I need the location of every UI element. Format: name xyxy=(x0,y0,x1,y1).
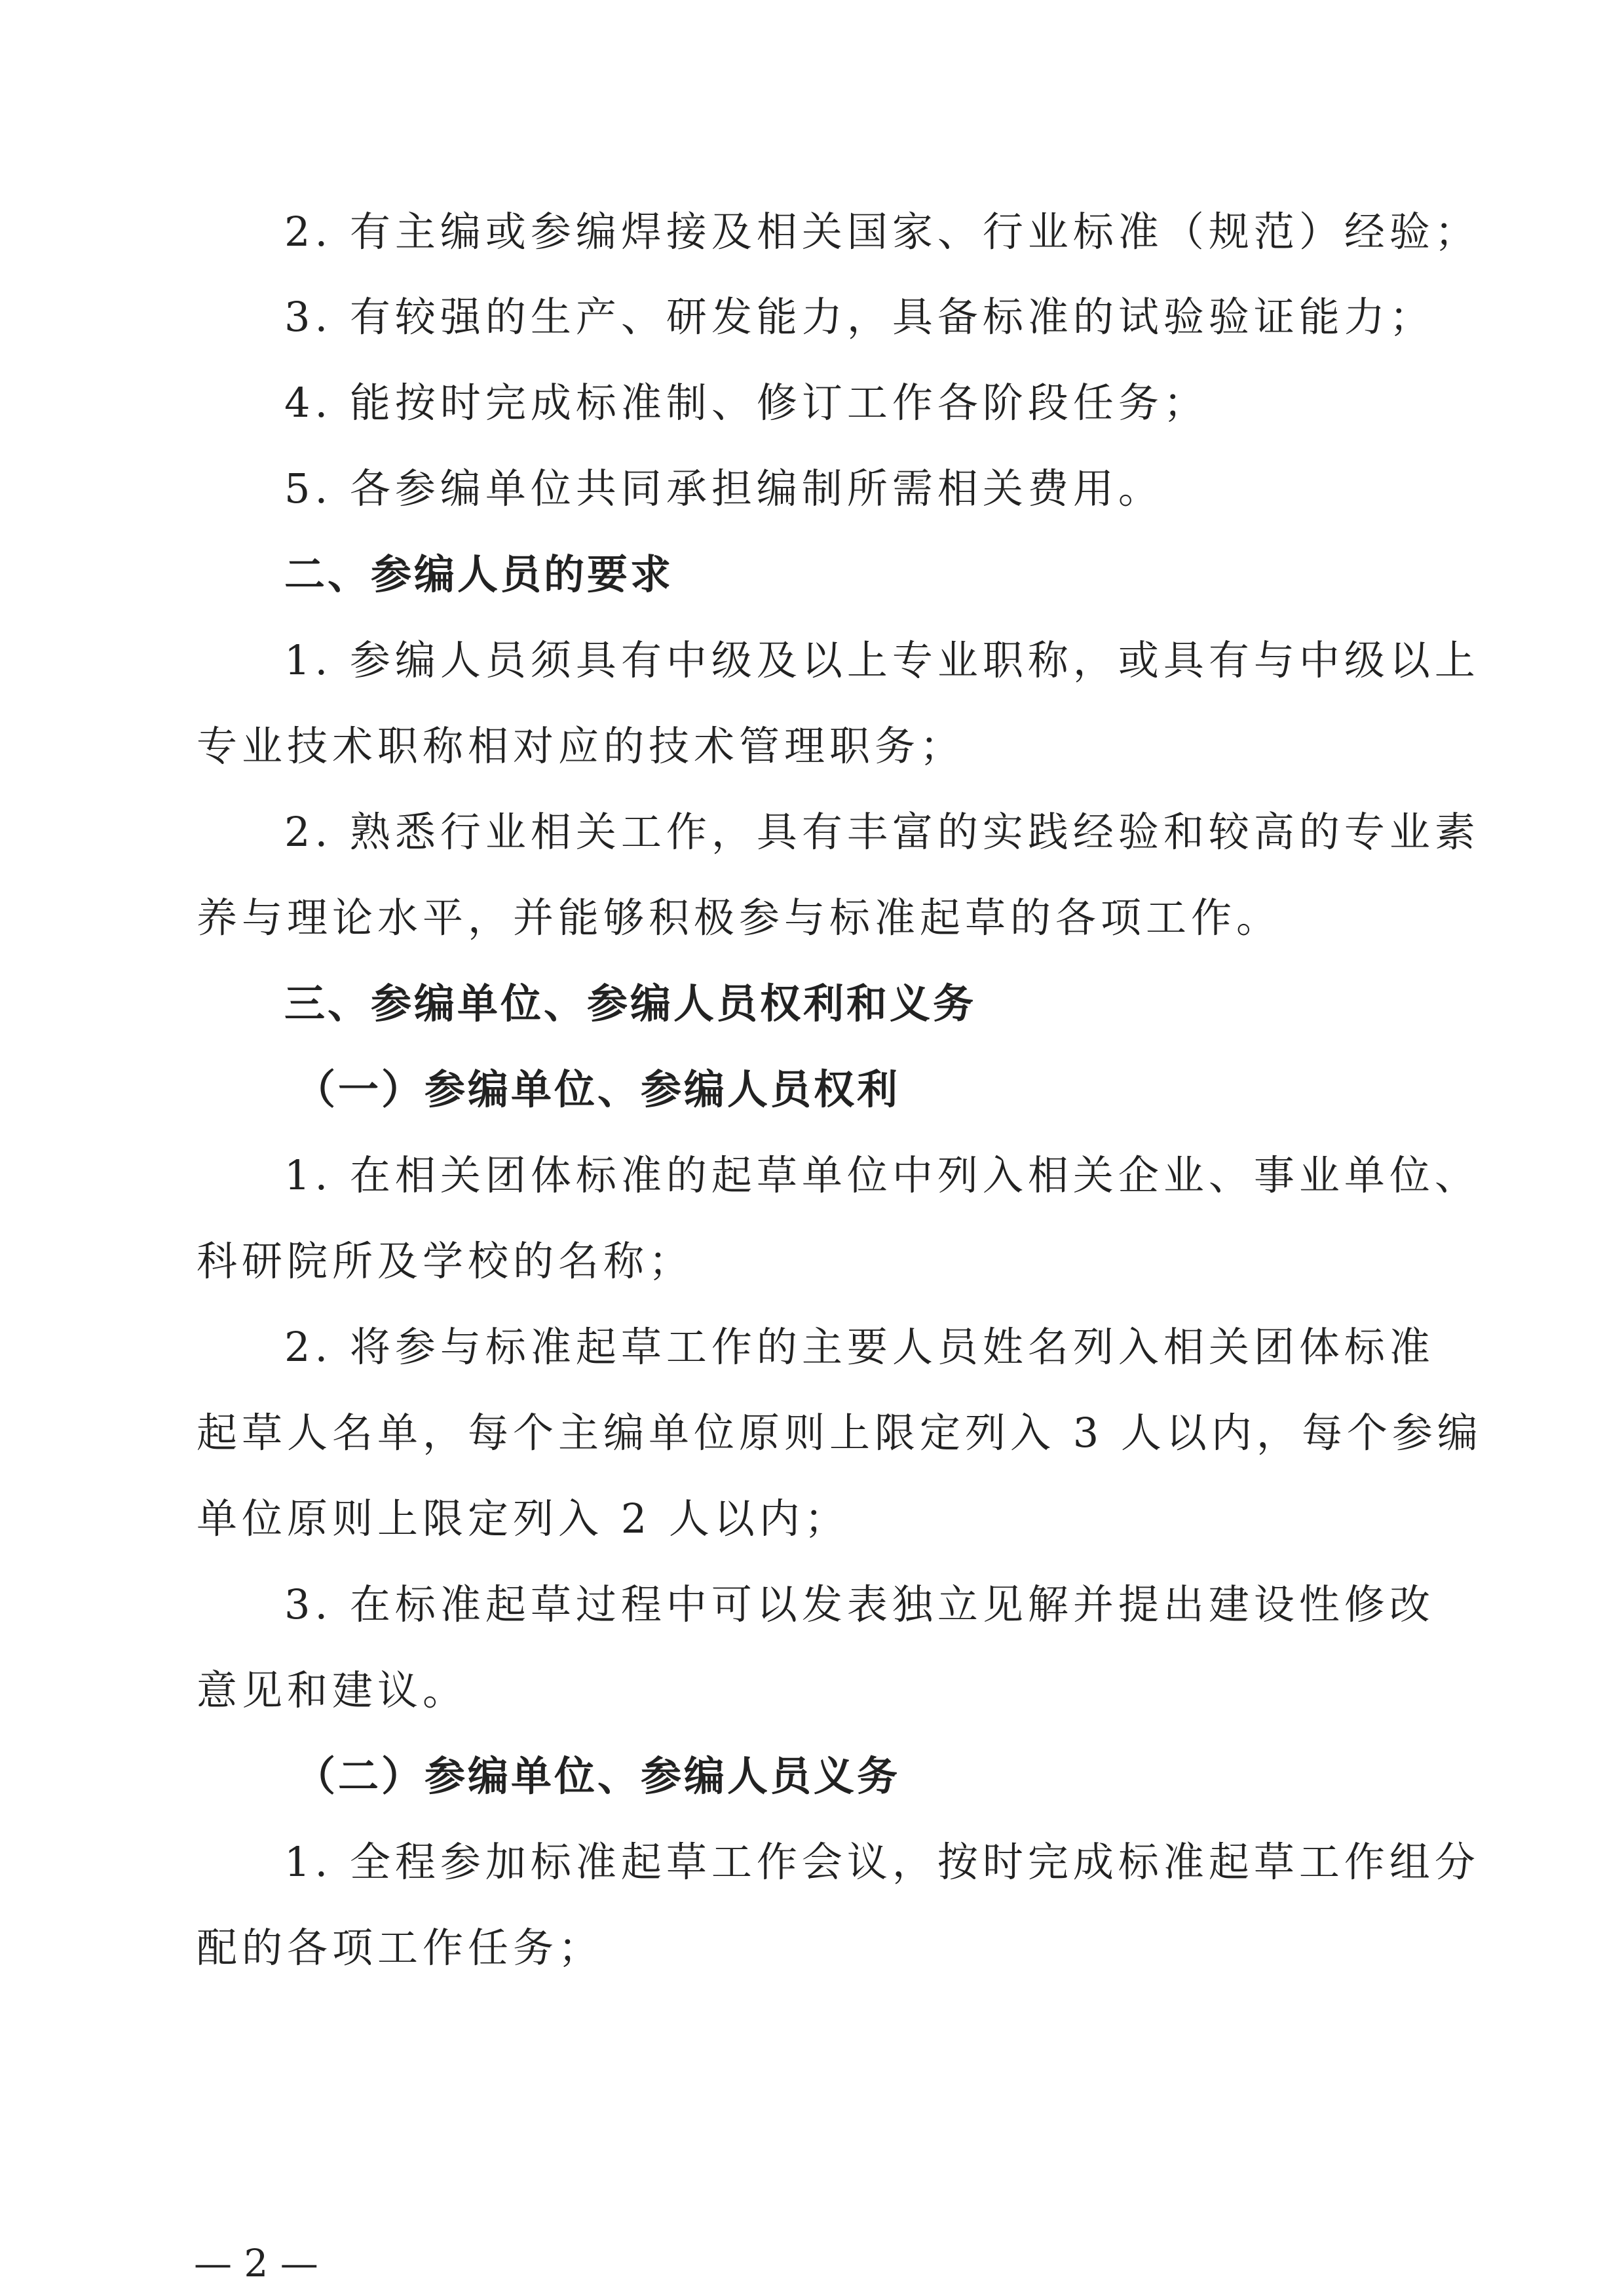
paragraph-line: 3. 有较强的生产、研发能力，具备标准的试验验证能力； xyxy=(284,293,1435,341)
paragraph-line: 养与理论水平，并能够积极参与标准起草的各项工作。 xyxy=(197,894,1282,942)
paragraph-line: 2. 有主编或参编焊接及相关国家、行业标准（规范）经验； xyxy=(284,208,1480,256)
subsection-heading: （二）参编单位、参编人员义务 xyxy=(295,1752,901,1800)
paragraph-line: 意见和建议。 xyxy=(197,1666,468,1714)
paragraph-line: 3. 在标准起草过程中可以发表独立见解并提出建设性修改 xyxy=(284,1580,1435,1628)
page-number: — 2 — xyxy=(194,2241,318,2286)
paragraph-line: 2. 将参与标准起草工作的主要人员姓名列入相关团体标准 xyxy=(284,1323,1435,1371)
paragraph-line: 配的各项工作任务； xyxy=(197,1924,604,1972)
section-heading: 二、参编人员的要求 xyxy=(284,550,674,598)
paragraph-line: 5. 各参编单位共同承担编制所需相关费用。 xyxy=(284,465,1163,512)
paragraph-line: 科研院所及学校的名称； xyxy=(197,1237,694,1285)
paragraph-line: 2. 熟悉行业相关工作，具有丰富的实践经验和较高的专业素 xyxy=(284,808,1480,856)
paragraph-line: 1. 在相关团体标准的起草单位中列入相关企业、事业单位、 xyxy=(284,1151,1480,1199)
paragraph-line: 1. 全程参加标准起草工作会议，按时完成标准起草工作组分 xyxy=(284,1838,1480,1886)
paragraph-line: 起草人名单，每个主编单位原则上限定列入 3 人以内，每个参编 xyxy=(197,1409,1482,1457)
paragraph-line: 单位原则上限定列入 2 人以内； xyxy=(197,1495,850,1542)
paragraph-line: 专业技术职称相对应的技术管理职务； xyxy=(197,722,966,770)
section-heading: 三、参编单位、参编人员权利和义务 xyxy=(284,980,977,1027)
paragraph-line: 1. 参编人员须具有中级及以上专业职称，或具有与中级以上 xyxy=(284,636,1480,684)
paragraph-line: 4. 能按时完成标准制、修订工作各阶段任务； xyxy=(284,379,1209,427)
subsection-heading: （一）参编单位、参编人员权利 xyxy=(295,1065,901,1113)
